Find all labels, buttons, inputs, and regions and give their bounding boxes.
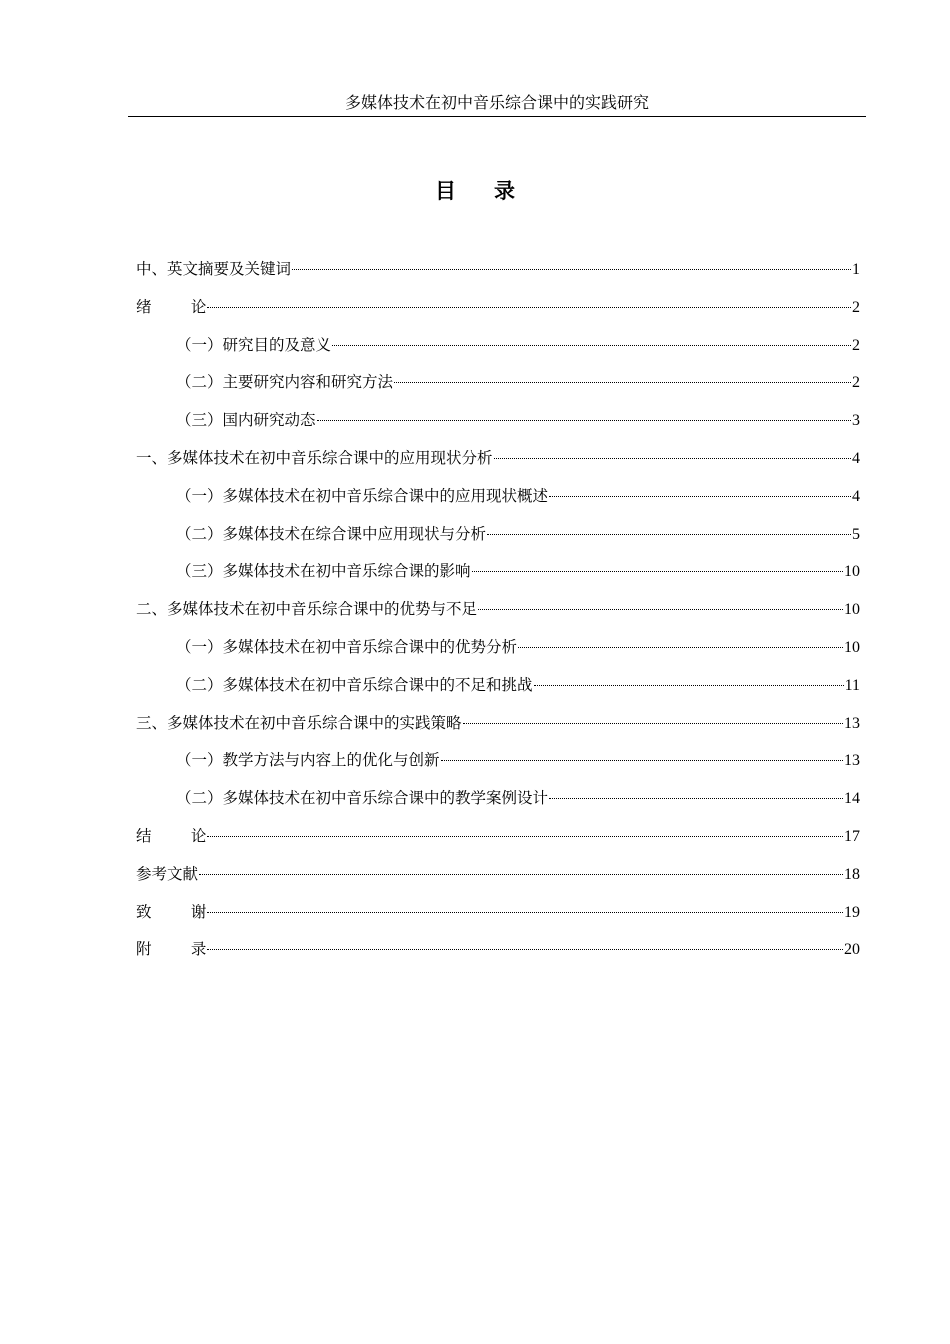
toc-dot-leader [487, 534, 851, 535]
toc-page-number: 20 [844, 941, 860, 959]
toc-title: 目录 [435, 179, 553, 203]
toc-entry[interactable] [136, 443, 860, 481]
toc-entry[interactable] [136, 670, 860, 708]
toc-entry-label: 附 录 [136, 940, 207, 959]
toc-dot-leader [199, 874, 843, 875]
toc-page-number: 13 [844, 752, 860, 770]
toc-entry-label: （一）研究目的及意义 [176, 335, 332, 354]
toc-dot-leader [472, 571, 843, 572]
toc-entry[interactable] [136, 254, 860, 292]
toc-entry[interactable] [136, 330, 860, 368]
toc-dot-leader [332, 345, 851, 346]
toc-dot-leader [394, 382, 851, 383]
toc-entry-label: （二）主要研究内容和研究方法 [176, 373, 394, 392]
toc-dot-leader [207, 949, 843, 950]
toc-page-number: 4 [852, 487, 860, 505]
toc-dot-leader [478, 609, 843, 610]
toc-dot-leader [441, 760, 843, 761]
toc-page-number: 10 [844, 563, 860, 581]
toc-entry-label: （一）多媒体技术在初中音乐综合课中的应用现状概述 [176, 486, 549, 505]
toc-entry-label: 中、英文摘要及关键词 [136, 260, 292, 278]
toc-page-number: 4 [852, 449, 860, 467]
toc-dot-leader [207, 912, 843, 913]
toc-entry-label: 二、多媒体技术在初中音乐综合课中的优势与不足 [136, 600, 478, 619]
toc-page-number: 13 [844, 714, 860, 732]
toc-entry-label: 绪 论 [136, 297, 207, 316]
table-of-contents [136, 254, 860, 972]
toc-entry-label: （一）教学方法与内容上的优化与创新 [176, 751, 440, 770]
toc-dot-leader [549, 496, 851, 497]
toc-entry[interactable] [136, 481, 860, 519]
toc-page-number: 17 [844, 827, 860, 845]
toc-dot-leader [207, 307, 851, 308]
toc-page-number: 14 [844, 790, 860, 808]
toc-entry-label: 致 谢 [136, 902, 207, 921]
toc-entry-label: 参考文献 [136, 864, 199, 883]
toc-entry[interactable] [136, 367, 860, 405]
toc-page-number: 5 [852, 525, 860, 543]
toc-dot-leader [207, 836, 843, 837]
toc-dot-leader [549, 798, 843, 799]
toc-entry-label: （一）多媒体技术在初中音乐综合课中的优势分析 [176, 637, 518, 656]
toc-page-number: 1 [852, 261, 860, 278]
toc-entry[interactable] [136, 405, 860, 443]
toc-entry[interactable] [136, 708, 860, 746]
toc-dot-leader [463, 723, 843, 724]
toc-dot-leader [494, 458, 851, 459]
toc-entry[interactable] [136, 859, 860, 897]
toc-page-number: 2 [852, 374, 860, 392]
toc-page-number: 11 [844, 676, 860, 694]
toc-entry[interactable] [136, 519, 860, 557]
toc-dot-leader [292, 269, 851, 270]
toc-dot-leader [317, 420, 851, 421]
toc-entry-label: 三、多媒体技术在初中音乐综合课中的实践策略 [136, 713, 462, 732]
toc-entry-label: （三）国内研究动态 [176, 411, 316, 430]
toc-page-number: 19 [844, 903, 860, 921]
toc-page-number: 3 [852, 412, 860, 430]
toc-entry[interactable] [136, 292, 860, 330]
toc-page-number: 2 [852, 336, 860, 354]
toc-page-number: 10 [844, 638, 860, 656]
toc-entry[interactable] [136, 934, 860, 972]
toc-entry-label: （三）多媒体技术在初中音乐综合课的影响 [176, 562, 471, 581]
toc-entry-label: （二）多媒体技术在初中音乐综合课中的教学案例设计 [176, 789, 549, 808]
toc-entry-label: 一、多媒体技术在初中音乐综合课中的应用现状分析 [136, 448, 493, 467]
toc-dot-leader [534, 685, 844, 686]
toc-entry[interactable] [136, 594, 860, 632]
toc-entry[interactable] [136, 556, 860, 594]
toc-entry-label: （二）多媒体技术在综合课中应用现状与分析 [176, 524, 487, 543]
toc-entry[interactable] [136, 745, 860, 783]
toc-page-number: 2 [852, 298, 860, 316]
toc-entry[interactable] [136, 783, 860, 821]
toc-page-number: 18 [844, 865, 860, 883]
running-header: 多媒体技术在初中音乐综合课中的实践研究 [128, 92, 866, 117]
toc-dot-leader [518, 647, 843, 648]
toc-page-number: 10 [844, 601, 860, 619]
toc-entry[interactable] [136, 632, 860, 670]
toc-entry-label: （二）多媒体技术在初中音乐综合课中的不足和挑战 [176, 675, 533, 694]
toc-entry-label: 结 论 [136, 826, 207, 845]
toc-entry[interactable] [136, 897, 860, 935]
toc-entry[interactable] [136, 821, 860, 859]
